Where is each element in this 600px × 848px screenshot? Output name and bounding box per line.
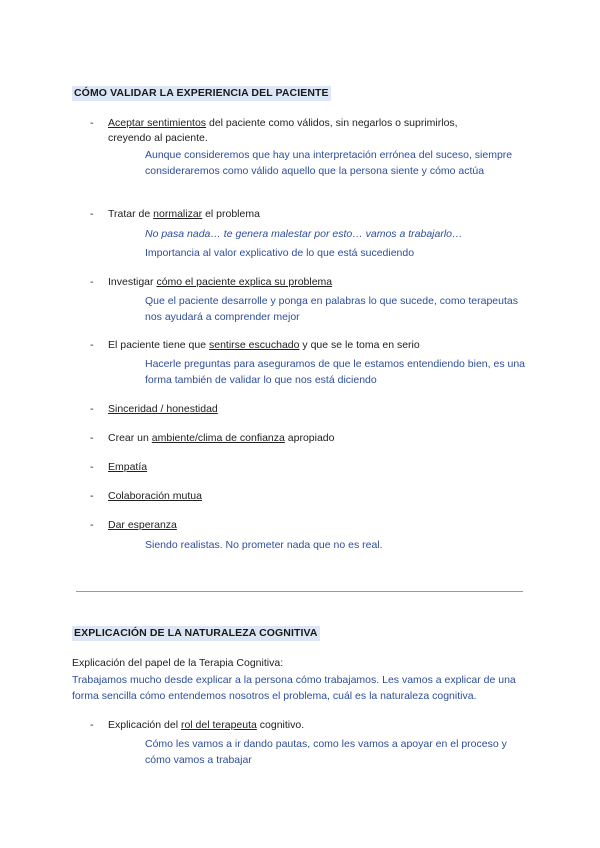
- item-note: Aunque consideremos que hay una interpretación errónea del suceso, siempre consideraremos como válido aquello que la persona siente y cómo actúa: [145, 149, 513, 177]
- section-heading-cognitive: EXPLICACIÓN DE LA NATURALEZA COGNITIVA: [74, 627, 318, 639]
- item-post-text: del paciente como válidos, sin negarlos o suprimirlos,: [206, 117, 458, 129]
- list-item-text: [108, 718, 508, 733]
- bullet-dash: -: [90, 519, 94, 531]
- bullet-dash: -: [90, 461, 94, 473]
- item-underlined-text: Colaboración mutua: [108, 490, 202, 502]
- list-item-text: [108, 460, 508, 475]
- item-post-text: cognitivo.: [256, 719, 305, 731]
- bullet-dash: -: [90, 490, 94, 502]
- item-underlined-text: rol del terapeuta: [180, 719, 257, 731]
- item-underlined-text: normalizar: [153, 208, 203, 220]
- bullet-dash: -: [90, 276, 94, 288]
- item-underlined-text: sentirse escuchado: [209, 339, 300, 351]
- section-paragraph: Trabajamos mucho desde explicar a la persona cómo trabajamos. Les vamos a explicar de una forma sencilla cómo entendemos nosotros el problema, cuál es la naturaleza cognitiva.: [72, 674, 516, 702]
- list-item-text: [108, 489, 508, 504]
- list-item-text: [108, 518, 508, 533]
- item-underlined-text: Sinceridad / honestidad: [108, 403, 218, 415]
- list-item-text: [108, 431, 508, 446]
- bullet-dash: -: [90, 339, 94, 351]
- bullet-dash: -: [90, 719, 94, 731]
- item-post-text: apropiado: [284, 432, 335, 444]
- bullet-dash: -: [90, 403, 94, 415]
- item-pre-text: Crear un: [108, 432, 152, 444]
- item-underlined-text: cómo el paciente explica su problema: [156, 276, 333, 288]
- list-item-text: [108, 116, 508, 146]
- item-note: Importancia al valor explicativo de lo que está sucediendo: [145, 247, 415, 259]
- item-note: Cómo les vamos a ir dando pautas, como les vamos a apoyar en el proceso y cómo vamos a trabajar: [145, 738, 507, 766]
- section-intro: Explicación del papel de la Terapia Cognitiva:: [72, 657, 284, 669]
- item-note: Hacerle preguntas para aseguramos de que le estamos entendiendo bien, es una forma también de validar lo que nos está diciendo: [145, 358, 526, 386]
- item-note-italic: No pasa nada… te genera malestar por esto… vamos a trabajarlo…: [145, 228, 463, 240]
- list-item-text: [108, 207, 508, 222]
- list-item-text: [108, 275, 508, 290]
- section-divider: [76, 591, 523, 592]
- bullet-dash: -: [90, 432, 94, 444]
- item-underlined-text: Aceptar sentimientos: [108, 117, 207, 129]
- item-post-text-continued: creyendo al paciente.: [108, 132, 208, 144]
- item-pre-text: Explicación del: [108, 719, 181, 731]
- bullet-dash: -: [90, 117, 94, 129]
- item-underlined-text: Dar esperanza: [108, 519, 177, 531]
- item-post-text: y que se le toma en serio: [299, 339, 420, 351]
- item-pre-text: El paciente tiene que: [108, 339, 209, 351]
- item-pre-text: Investigar: [108, 276, 157, 288]
- item-note: Que el paciente desarrolle y ponga en palabras lo que sucede, como terapeutas nos ayudará a comprender mejor: [145, 295, 518, 323]
- list-item-text: [108, 338, 508, 353]
- section-heading-validation: CÓMO VALIDAR LA EXPERIENCIA DEL PACIENTE: [74, 87, 329, 99]
- item-note: Siendo realistas. No prometer nada que no es real.: [145, 539, 383, 551]
- bullet-dash: -: [90, 208, 94, 220]
- item-underlined-text: ambiente/clima de confianza: [151, 432, 285, 444]
- list-item-text: [108, 402, 508, 417]
- item-post-text: el problema: [202, 208, 260, 220]
- item-pre-text: Tratar de: [108, 208, 154, 220]
- item-underlined-text: Empatía: [108, 461, 148, 473]
